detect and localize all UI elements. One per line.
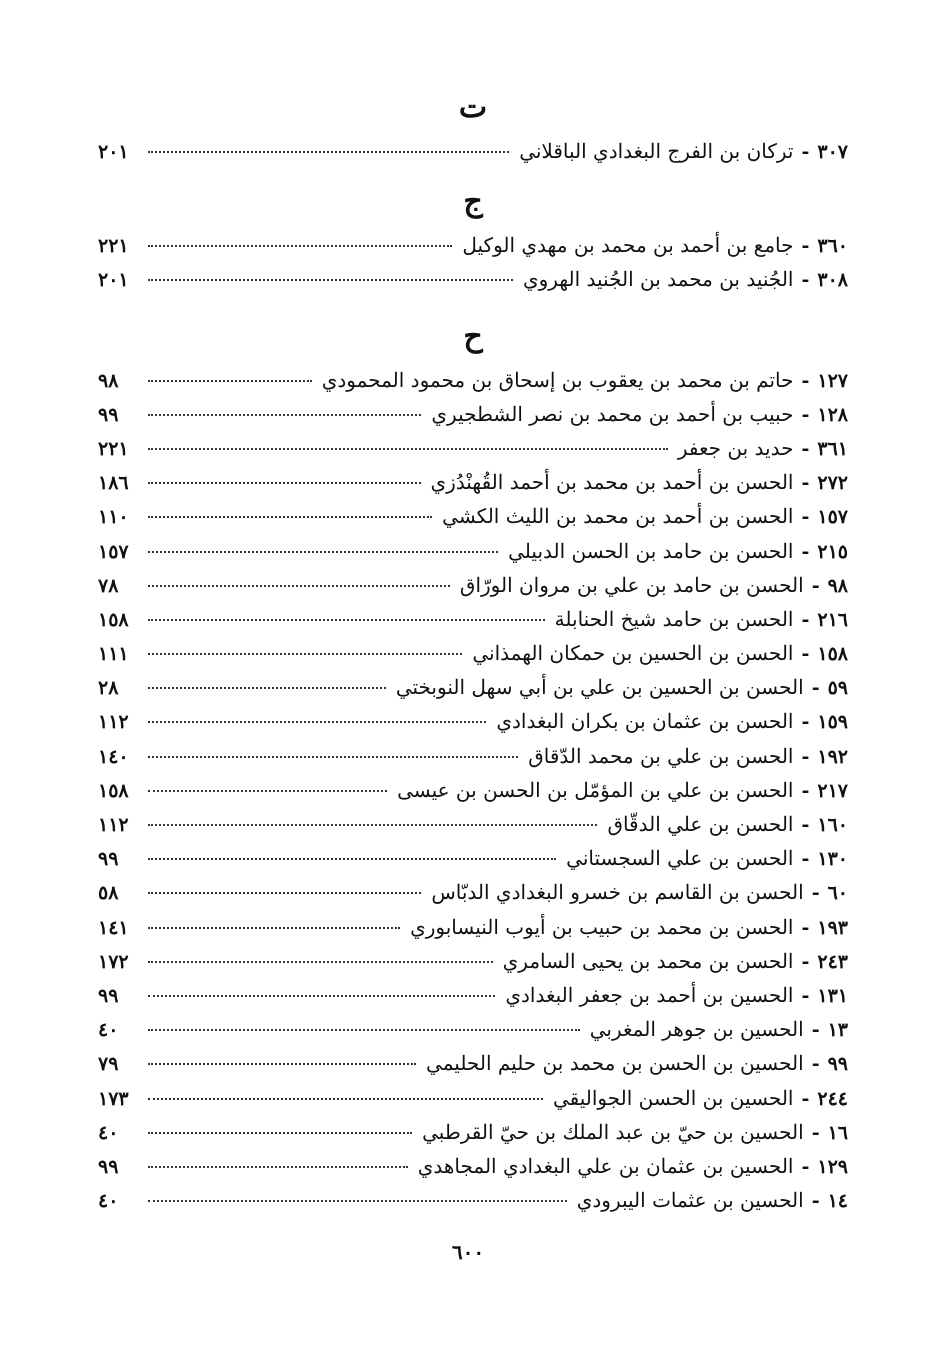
entry-dash: - xyxy=(811,882,820,905)
entry-dash: - xyxy=(801,643,810,666)
entry-name: الحسين بن حيّ بن عبد الملك بن حيّ القرطبي xyxy=(422,1119,804,1144)
index-entry xyxy=(98,363,848,397)
index-entry xyxy=(98,978,848,1012)
entry-page-ref: ١٥٨ xyxy=(98,608,129,631)
entry-number: ١٢٨ xyxy=(817,403,848,426)
entry-number: ١٥٧ xyxy=(817,506,848,529)
entry-dash: - xyxy=(801,506,810,529)
dot-leader xyxy=(148,585,450,587)
entry-number: ٢١٦ xyxy=(817,608,848,631)
entry-number: ٢٧٢ xyxy=(817,472,848,495)
entry-name: الحسين بن أحمد بن جعفر البغدادي xyxy=(505,982,794,1007)
index-list xyxy=(98,88,848,1217)
entry-page-ref: ١٨٦ xyxy=(98,472,129,495)
entry-page-ref: ١٧٢ xyxy=(98,950,129,973)
entry-name: الحسن بن أحمد بن محمد بن الليث الكشي xyxy=(442,504,794,529)
index-section xyxy=(98,317,848,1218)
entry-page-ref: ٢٠١ xyxy=(98,269,129,292)
entry-dash: - xyxy=(801,540,810,563)
entry-name: الحسن بن حامد بن علي بن مروان الورّاق xyxy=(459,572,804,597)
index-entry xyxy=(98,910,848,944)
dot-leader xyxy=(148,756,518,758)
entry-page-ref: ٢٢١ xyxy=(98,437,129,460)
entry-dash: - xyxy=(801,1155,810,1178)
entry-page-ref: ٩٩ xyxy=(98,403,119,426)
entry-number: ١٣٠ xyxy=(817,848,848,871)
entry-page-ref: ١١١ xyxy=(98,643,129,666)
entry-name: الحسن بن محمد بن يحيى السامري xyxy=(502,948,794,973)
entry-page-ref: ٩٩ xyxy=(98,848,119,871)
dot-leader xyxy=(148,516,432,518)
dot-leader xyxy=(148,721,486,723)
entry-dash: - xyxy=(801,141,810,163)
entry-name: الحسن بن علي الدقّاق xyxy=(607,812,794,836)
index-entry xyxy=(98,841,848,875)
dot-leader xyxy=(148,1166,408,1168)
entry-page-ref: ١١٠ xyxy=(98,506,129,529)
page-number: ٦٠٠ xyxy=(451,1240,485,1264)
entry-dash: - xyxy=(801,608,810,631)
entry-dash: - xyxy=(801,711,810,734)
entry-dash: - xyxy=(801,269,810,292)
entry-page-ref: ٩٩ xyxy=(98,1155,119,1178)
entry-page-ref: ٧٩ xyxy=(98,1053,119,1076)
entry-number: ١٩٢ xyxy=(817,745,848,768)
index-entry xyxy=(98,397,848,431)
entry-page-ref: ٤٠ xyxy=(98,1121,119,1144)
section-letter: ت xyxy=(458,90,488,125)
entry-number: ٢٤٣ xyxy=(817,950,848,973)
entry-name: الحسن بن أحمد بن محمد بن أحمد القُهنْدُزي xyxy=(430,470,794,495)
dot-leader xyxy=(148,482,421,484)
entry-name: جامع بن أحمد بن محمد بن مهدي الوكيل xyxy=(462,233,794,258)
entry-number: ١٣١ xyxy=(817,984,848,1007)
entry-name: الحسن بن الحسين بن حمكان الهمذاني xyxy=(472,641,794,666)
entry-dash: - xyxy=(801,779,810,802)
entry-number: ١٥٩ xyxy=(817,711,848,734)
index-entry xyxy=(98,944,848,978)
entry-name: تركان بن الفرج البغدادي الباقلاني xyxy=(519,139,794,163)
entry-name: الحسن بن علي بن المؤمّل بن الحسن بن عيسى xyxy=(397,777,794,802)
entry-dash: - xyxy=(801,848,810,871)
entry-name: حبيب بن أحمد بن محمد بن نصر الشطجيري xyxy=(431,401,794,426)
entry-name: الحسن بن محمد بن حبيب بن أيوب النيسابوري xyxy=(410,914,794,939)
index-entry xyxy=(98,1183,848,1217)
entry-name: الحسن بن علي بن محمد الدّقاق xyxy=(528,743,794,768)
entry-number: ٥٩ xyxy=(827,677,848,700)
index-entry xyxy=(98,807,848,841)
entry-number: ١٢٧ xyxy=(817,369,848,392)
dot-leader xyxy=(148,380,312,382)
entry-dash: - xyxy=(801,369,810,392)
entry-page-ref: ٢٨ xyxy=(98,677,119,700)
entry-number: ٣٦١ xyxy=(817,437,848,460)
entry-dash: - xyxy=(801,916,810,939)
index-entry xyxy=(98,1115,848,1149)
entry-number: ٩٨ xyxy=(827,574,848,597)
entry-number: ٢١٥ xyxy=(817,540,848,563)
entry-number: ١٥٨ xyxy=(817,643,848,666)
entry-dash: - xyxy=(801,814,810,836)
entry-name: الحسين بن الحسن بن محمد بن حليم الحليمي xyxy=(426,1051,804,1076)
entry-dash: - xyxy=(801,472,810,495)
entry-dash: - xyxy=(801,437,810,460)
section-letter: ح xyxy=(463,318,483,354)
entry-page-ref: ٢٢١ xyxy=(98,235,129,258)
entry-number: ٩٩ xyxy=(827,1053,848,1076)
index-entry xyxy=(98,499,848,533)
entry-dash: - xyxy=(811,1190,820,1213)
index-entry xyxy=(98,134,848,168)
dot-leader xyxy=(148,619,545,621)
entry-name: الحسين بن الحسن الجواليقي xyxy=(552,1085,794,1110)
index-entry xyxy=(98,465,848,499)
dot-leader xyxy=(148,1098,543,1100)
dot-leader xyxy=(148,961,493,963)
dot-leader xyxy=(148,653,462,655)
entry-page-ref: ١٧٣ xyxy=(98,1087,129,1110)
index-entry xyxy=(98,534,848,568)
index-entry xyxy=(98,228,848,262)
entry-dash: - xyxy=(801,403,810,426)
entry-dash: - xyxy=(801,984,810,1007)
entry-page-ref: ١٥٨ xyxy=(98,779,129,802)
entry-page-ref: ١١٢ xyxy=(98,711,129,734)
entry-name: الحسن بن علي السجستاني xyxy=(566,846,794,871)
index-entry xyxy=(98,1149,848,1183)
dot-leader xyxy=(148,858,556,860)
entry-page-ref: ٩٩ xyxy=(98,984,119,1007)
entry-number: ١٤ xyxy=(827,1190,848,1213)
entry-number: ٣٦٠ xyxy=(817,235,848,258)
dot-leader xyxy=(148,1063,416,1065)
entry-page-ref: ٩٨ xyxy=(98,369,119,392)
entry-name: الجُنيد بن محمد بن الجُنيد الهروي xyxy=(522,267,794,292)
index-entry xyxy=(98,568,848,602)
entry-dash: - xyxy=(801,950,810,973)
entry-dash: - xyxy=(801,745,810,768)
entry-name: حاتم بن محمد بن يعقوب بن إسحاق بن محمود المحمودي xyxy=(321,367,794,392)
entry-page-ref: ١٤٠ xyxy=(98,745,129,768)
entry-page-ref: ١٤١ xyxy=(98,916,129,939)
entry-number: ١٦٠ xyxy=(817,814,848,836)
index-entry xyxy=(98,670,848,704)
entry-page-ref: ٧٨ xyxy=(98,574,119,597)
dot-leader xyxy=(148,245,452,247)
dot-leader xyxy=(148,927,400,929)
dot-leader xyxy=(148,824,597,826)
entry-dash: - xyxy=(801,1087,810,1110)
entry-name: الحسن بن عثمان بن بكران البغدادي xyxy=(496,709,794,734)
index-entry xyxy=(98,262,848,296)
entry-name: الحسن بن الحسين بن علي بن أبي سهل النوبختي xyxy=(395,675,804,700)
entry-number: ١٦ xyxy=(827,1121,848,1144)
entry-dash: - xyxy=(811,677,820,700)
dot-leader xyxy=(148,1029,580,1031)
entry-name: حديد بن جعفر xyxy=(677,435,794,460)
index-section xyxy=(98,182,848,296)
dot-leader xyxy=(148,414,421,416)
entry-page-ref: ٢٠١ xyxy=(98,141,129,163)
dot-leader xyxy=(148,151,509,153)
dot-leader xyxy=(148,448,668,450)
section-letter: ج xyxy=(463,184,483,220)
dot-leader xyxy=(148,551,498,553)
dot-leader xyxy=(148,1200,567,1202)
entry-name: الحسين بن عثمان بن علي البغدادي المجاهدي xyxy=(417,1153,794,1178)
dot-leader xyxy=(148,1132,412,1134)
dot-leader xyxy=(148,687,386,689)
index-entry xyxy=(98,773,848,807)
index-entry xyxy=(98,602,848,636)
entry-page-ref: ٤٠ xyxy=(98,1190,119,1213)
entry-number: ٢١٧ xyxy=(817,779,848,802)
index-entry xyxy=(98,1012,848,1046)
index-entry xyxy=(98,1081,848,1115)
entry-dash: - xyxy=(811,1019,820,1042)
index-entry xyxy=(98,704,848,738)
entry-page-ref: ٤٠ xyxy=(98,1019,119,1042)
entry-page-ref: ١٥٧ xyxy=(98,540,129,563)
entry-dash: - xyxy=(811,1053,820,1076)
entry-number: ١٣ xyxy=(827,1019,848,1042)
entry-number: ٣٠٨ xyxy=(817,269,848,292)
index-entry xyxy=(98,875,848,909)
entry-dash: - xyxy=(811,1121,820,1144)
dot-leader xyxy=(148,279,513,281)
entry-page-ref: ٥٨ xyxy=(98,882,119,905)
entry-number: ١٩٣ xyxy=(817,916,848,939)
entry-page-ref: ١١٢ xyxy=(98,814,129,836)
entry-name: الحسن بن حامد بن الحسن الدبيلي xyxy=(508,538,794,563)
entry-name: الحسن بن حامد شيخ الحنابلة xyxy=(554,606,794,631)
dot-leader xyxy=(148,995,495,997)
entry-name: الحسين بن عثمات اليبرودي xyxy=(576,1188,804,1213)
entry-number: ٦٠ xyxy=(827,882,848,905)
dot-leader xyxy=(148,790,387,792)
entry-name: الحسين بن جوهر المغربي xyxy=(589,1017,804,1042)
entry-dash: - xyxy=(811,574,820,597)
index-entry xyxy=(98,431,848,465)
index-entry xyxy=(98,739,848,773)
entry-number: ٣٠٧ xyxy=(817,141,848,163)
entry-dash: - xyxy=(801,235,810,258)
index-section xyxy=(98,88,848,168)
entry-number: ٢٤٤ xyxy=(817,1087,848,1110)
dot-leader xyxy=(148,892,421,894)
index-entry xyxy=(98,1046,848,1080)
index-entry xyxy=(98,636,848,670)
entry-number: ١٢٩ xyxy=(817,1155,848,1178)
entry-name: الحسن بن القاسم بن خسرو البغدادي الدبّاس xyxy=(431,880,804,905)
